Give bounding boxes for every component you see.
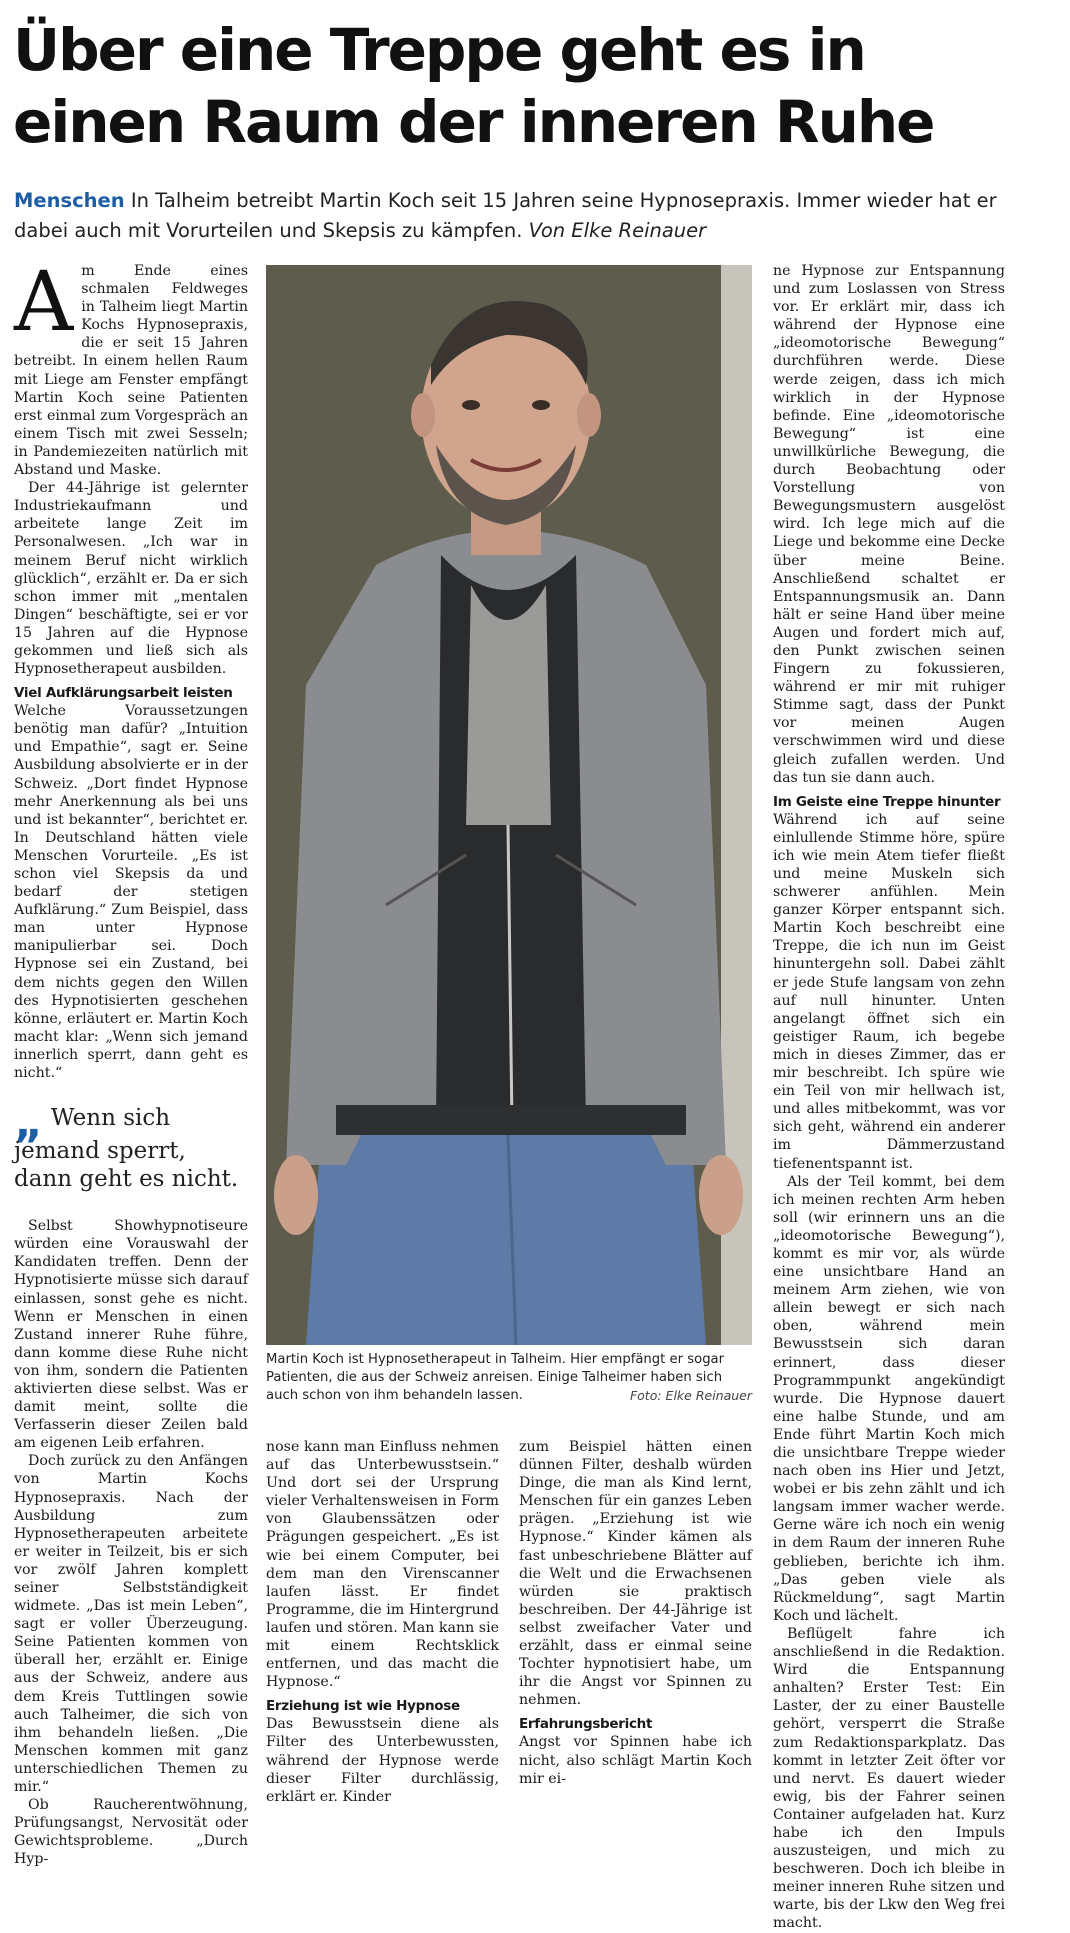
- paragraph: Doch zurück zu den Anfängen von Martin Kochs Hypnosepraxis. Nach der Ausbildung zum Hypnosetherapeuten arbeitete er weiter in Teilzeit, bis er sich vor zwölf Jahren komplett seiner Selbstständigkeit widmete. „Das ist mein Leben“, sagt er voller Überzeugung. Seine Patienten kommen von überall her, erzählt er. Einige aus der Schweiz, andere aus dem Kreis Tuttlingen sowie auch Talheimer, die sich von ihm behandeln ließen. „Die Menschen kommen mit ganz unterschiedlichen Themen zu mir.“: [14, 1453, 248, 1796]
- paragraph: Ob Raucherentwöhnung, Prüfungsangst, Nervosität oder Gewichtsprobleme. „Durch Hyp-: [14, 1797, 248, 1868]
- paragraph: Beflügelt fahre ich anschließend in die Redaktion. Wird die Entspannung anhalten? Erster Test: Ein Laster, der zu einer Baustelle gehört, versperrt die Straße zum Redaktionsparkplatz. Das kommt in letzter Zeit öfter vor und nervt. Es dauert wieder ewig, bis der Fahrer seinen Container aufgeladen hat. Kurz habe ich den Impuls auszusteigen, und mich zu beschweren. Doch ich bleibe in meiner inneren Ruhe sitzen und warte, bis der Lkw den Weg frei macht.: [773, 1625, 1005, 1932]
- paragraph: Welche Voraussetzungen benötig man dafür? „Intuition und Empathie“, sagt er. Seine Ausbildung absolvierte er in der Schweiz. „Dort findet Hypnose mehr Anerkennung als bei uns und ist bekannter“, berichtet er. In Deutschland hätten viele Menschen Vorurteile. „Es ist schon viel Skepsis da und bedarf der stetigen Aufklärung.“ Zum Beispiel, dass man unter Hypnose manipulierbar sei. Doch Hypnose sei ein Zustand, bei dem nichts gegen den Willen des Hypnotisierten geschehen könne, erläutert er. Martin Koch macht klar: „Wenn sich jemand innerlich sperrt, dann geht es nicht.“: [14, 703, 248, 1082]
- subheading: Viel Aufklärungsarbeit leisten: [14, 685, 233, 702]
- pull-quote-text: Wenn sich jemand sperrt, dann geht es nicht.: [14, 1105, 239, 1193]
- paragraph: Während ich auf seine einlullende Stimme höre, spüre ich wie mein Atem tiefer fließt und meine Muskeln sich schwerer anfühlen. Mein ganzer Körper entspannt sich. Martin Koch beschreibt eine Treppe, die ich nun im Geist hinuntergehn soll. Dabei zählt er jede Stufe langsam von zehn auf null hinunter. Unten angelangt öffnet sich ein geistiger Raum, ich begebe mich in dieses Zimmer, das er mir beschreibt. Ich spüre wie ein Teil von mir hellwach ist, und alles mitbekommt, was vor sich geht, während ein anderer im Dämmerzustand tiefenentspannt ist.: [773, 811, 1005, 1172]
- teaser-text: In Talheim betreibt Martin Koch seit 15 Jahren seine Hypnosepraxis. Immer wieder hat er dabei auch mit Vorurteilen und Skepsis zu kämpfen.: [14, 189, 997, 242]
- paragraph: Der 44-Jährige ist gelernter Industriekaufmann und arbeitete lange Zeit im Personalwesen. „Ich war in meinem Beruf nicht wirklich glücklich“, erzählt er. Da er sich schon immer mit „mentalen Dingen“ beschäftigte, sei er vor 15 Jahren auf die Hypnose gekommen und ließ sich als Hypnosetherapeut ausbilden.: [14, 480, 248, 678]
- photo-credit: Foto: Elke Reinauer: [629, 1388, 752, 1403]
- subheading: Erziehung ist wie Hypnose: [266, 1698, 460, 1715]
- intro-paragraph: Am Ende eines schmalen Feldweges in Talheim liegt Martin Kochs Hypnosepraxis, die er seit 15 Jahren betreibt. In einem hellen Raum mit Liege am Fenster empfängt Martin Koch seine Patienten erst einmal zum Vorgespräch an einem Tisch mit zwei Sesseln; in Pandemiezeiten natürlich mit Abstand und Maske.: [14, 255, 248, 479]
- paragraph: nose kann man Einfluss nehmen auf das Unterbewusstsein.“ Und dort sei der Ursprung vieler Verhaltensweisen in Form von Glaubenssätzen oder Prägungen gespeichert. „Es ist wie bei einem Computer, bei dem man den Virenscanner laufen lässt. Er findet Programme, die im Hintergrund laufen und stören. Man kann sie mit einem Rechtsklick entfernen, und das macht die Hypnose.“: [266, 1439, 499, 1691]
- paragraph: Als der Teil kommt, bei dem ich meinen rechten Arm heben soll (wir erinnern uns an die „ideomotorische Bewegung“), kommt es mir vor, als würde eine unsichtbare Hand an meinem Arm ziehen, wie von allein bewegt er sich nach oben, während mein Bewusstsein sich daran erinnert, dass dieser Programmpunkt angekündigt wurde. Die Hypnose dauert eine halbe Stunde, und am Ende führt Martin Koch mich die unsichtbare Treppe wieder nach oben ins Hier und Jetzt, wobei er bis zehn zählt und ich langsam immer wacher werde. Gerne wäre ich noch ein wenig in dem Raum der inneren Ruhe geblieben, berichte ich ihm. „Das geben viele als Rückmeldung“, sagt Martin Koch und lächelt.: [773, 1173, 1005, 1624]
- article-column-3: [519, 1438, 752, 1788]
- paragraph: Das Bewusstsein diene als Filter des Unterbewussten, während der Hypnose werde dieser Filter durchlässig, erklärt er. Kinder: [266, 1716, 499, 1805]
- dropcap: A: [14, 255, 74, 350]
- caption-text: Martin Koch ist Hypnosetherapeut in Talheim. Hier empfängt er sogar Patienten, die aus der Schweiz anreisen. Einige Talheimer haben sich auch schon von ihm behandeln lassen.: [266, 1352, 725, 1403]
- article-column-2: [266, 1438, 499, 1806]
- quote-mark-icon: „: [14, 1097, 43, 1149]
- teaser-author: Von Elke Reinauer: [528, 219, 707, 242]
- article-column-1: [14, 255, 248, 1869]
- photo-caption: [266, 1351, 752, 1405]
- paragraph: Selbst Showhypnotiseure würden eine Vorauswahl der Kandidaten treffen. Denn der Hypnotisierte müsse sich darauf einlassen, sonst gehe es nicht. Wenn er Menschen in einen Zustand innerer Ruhe führe, dann komme diese Ruhe nicht von ihm, sondern die Patienten aktivierten diese selbst. Was er damit meint, sollte die Verfasserin dieser Zeilen bald am eigenen Leib erfahren.: [14, 1218, 248, 1452]
- person-illustration: [266, 265, 752, 1345]
- subheading: Erfahrungsbericht: [519, 1716, 653, 1733]
- article-column-4: [773, 262, 1005, 1933]
- paragraph: Angst vor Spinnen habe ich nicht, also schlägt Martin Koch mir ei-: [519, 1734, 752, 1787]
- paragraph: zum Beispiel hätten einen dünnen Filter, deshalb würden Dinge, die man als Kind lernt, Menschen für ein ganzes Leben prägen. „Erziehung ist wie Hypnose.“ Kinder kämen als fast unbeschriebene Blätter auf die Welt und die Erwachsenen würden sie praktisch beschreiben. Der 44-Jährige ist selbst zweifacher Vater und erzählt, dass er einmal seine Tochter hypnotisiert habe, um ihr die Angst vor Spinnen zu nehmen.: [519, 1439, 752, 1709]
- teaser: [14, 186, 1034, 246]
- headline: Über eine Treppe geht es in einen Raum der inneren Ruhe: [13, 16, 934, 156]
- subheading: Im Geiste eine Treppe hinunter: [773, 793, 1001, 810]
- article-photo: [266, 265, 752, 1345]
- paragraph: ne Hypnose zur Entspannung und zum Loslassen von Stress vor. Er erklärt mir, dass ich während der Hypnose eine „ideomotorische Bewegung“ durchführen werde. Diese werde zeigen, dass ich mich wirklich in der Hypnose befinde. Eine „ideomotorische Bewegung“ ist eine unwillkürliche Bewegung, die durch Beobachtung oder Vorstellung von Bewegungsmustern ausgelöst wird. Ich lege mich auf die Liege und bekomme eine Decke über meine Beine. Anschließend schaltet er Entspannungsmusik an. Dann hält er seine Hand über meine Augen und fordert mich auf, den Punkt zwischen seinen Fingern zu fokussieren, während er mir mit ruhiger Stimme sagt, dass der Punkt vor meinen Augen verschwimmen wird und diese gleich zufallen werden. Und das tun sie dann auch.: [773, 263, 1005, 786]
- teaser-kicker: Menschen: [14, 189, 125, 212]
- pull-quote: [14, 1097, 248, 1193]
